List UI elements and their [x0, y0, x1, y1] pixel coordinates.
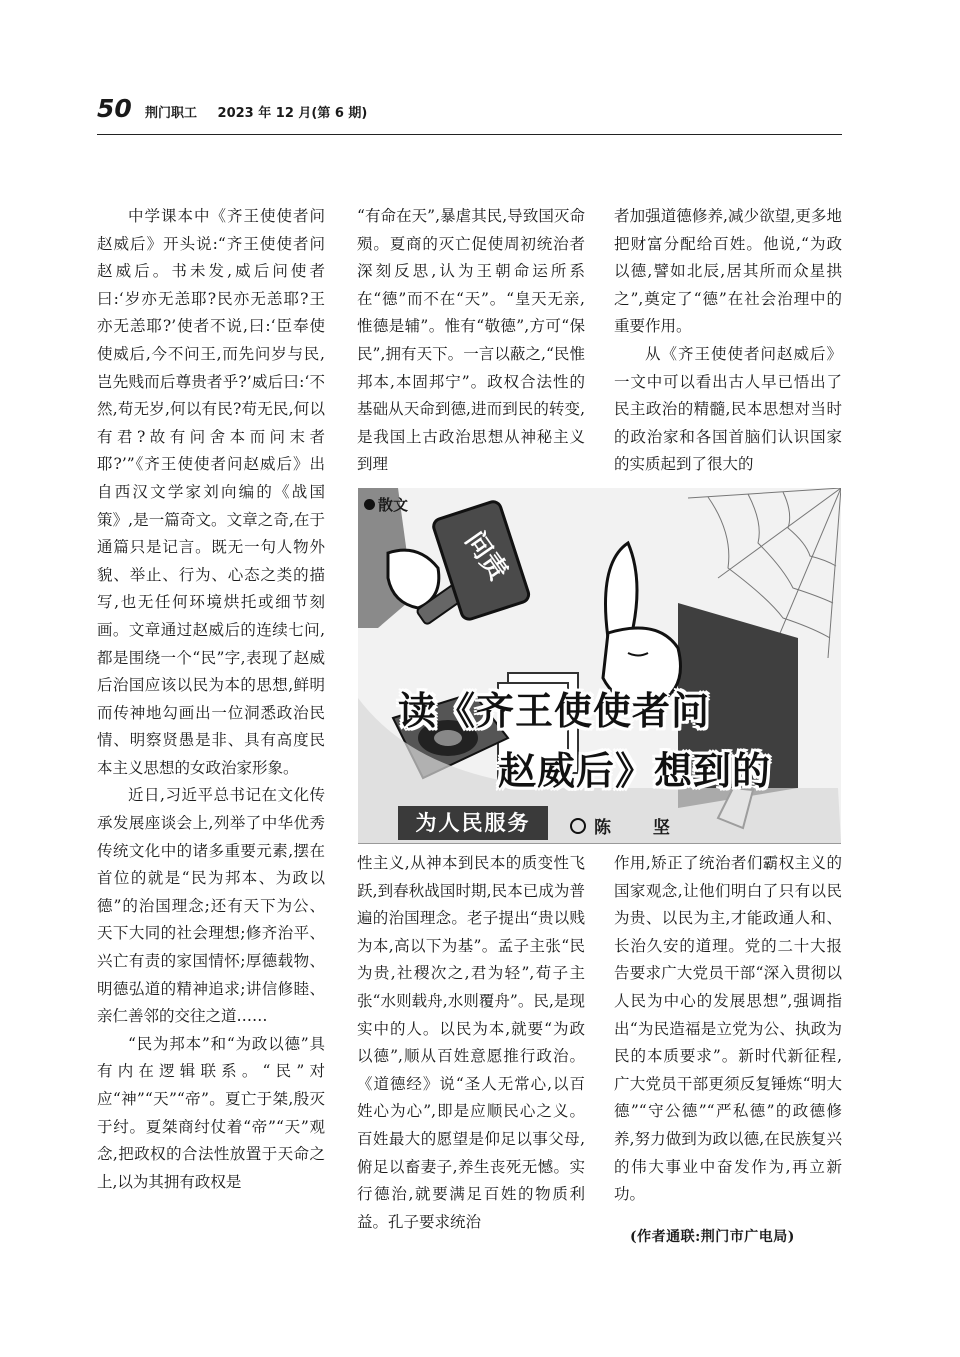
category-label: 散文: [378, 496, 409, 514]
paragraph: 中学课本中《齐王使使者问赵威后》开头说:“齐王使使者问赵威后。书未发,威后问使者曰:‘岁亦无恙耶?民亦无恙耶?王亦无恙耶?’使者不说,曰:‘臣奉使使威后,今不问王,而先问岁与民,岂先贱而后尊贵者乎?’威后曰:‘不然,苟无岁,何以有民?苟无民,何以有君?故有问舍本而问末者耶?’”《齐王使使者问赵威后》出自西汉文学家刘向编的《战国策》,是一篇奇文。文章之奇,在于通篇只是记言。既无一句人物外貌、举止、行为、心态之类的描写,也无任何环境烘托或细节刻画。文章通过赵威后的连续七问,都是围绕一个“民”字,表现了赵威后治国应该以民为本的思想,鲜明而传神地勾画出一位洞悉政治民情、明察贤愚是非、具有高度民本主义思想的女政治家形象。: [97, 207, 325, 777]
author-name: 陈 坚: [594, 818, 688, 838]
bullet-icon: [364, 499, 375, 510]
author-contact: (作者通联:荆门市广电局): [630, 1229, 795, 1245]
header-rule: [97, 134, 842, 135]
column-3-bottom: [614, 850, 842, 1209]
author-ring-icon: [570, 818, 586, 834]
paragraph: “民为邦本”和“为政以德”具有内在逻辑联系。“民”对应“神”“天”“帝”。夏亡于桀,殷灭于纣。夏桀商纣仗着“帝”“天”观念,把政权的合法性放置于天命之上,以为其拥有政权是: [97, 1034, 325, 1191]
column-2-bottom: [357, 850, 585, 1236]
paragraph: 者加强道德修养,减少欲望,更多地把财富分配给百姓。他说,“为政以德,譬如北辰,居其所而众星拱之”,奠定了“德”在社会治理中的重要作用。: [614, 207, 842, 336]
svg-text:问责: 问责: [458, 526, 514, 586]
author: [570, 813, 688, 838]
column-1: [97, 203, 325, 1196]
column-3-top: [614, 203, 842, 479]
article-title-line-2: 赵威后》想到的: [498, 749, 772, 793]
issue-date: 2023 年 12 月(第 6 期): [217, 106, 368, 121]
paragraph: 从《齐王使使者问赵威后》一文中可以看出古人早已悟出了民主政治的精髓,民本思想对当时的政治家和各国首脑们认识国家的实质起到了很大的: [614, 344, 842, 474]
page-header: [97, 94, 842, 134]
paragraph: 性主义,从神本到民本的质变性飞跃,到春秋战国时期,民本已成为普遍的治国理念。老子提出“贵以贱为本,高以下为基”。孟子主张“民为贵,社稷次之,君为轻”,荀子主张“水则载舟,水则覆舟”。民,是现实中的人。以民为本,就要“为政以德”,顺从百姓意愿推行政治。《道德经》说“圣人无常心,以百姓心为心”,即是应顺民心之义。百姓最大的愿望是仰足以事父母,俯足以畜妻子,养生丧死无憾。实行德治,就要满足百姓的物质利益。孔子要求统治: [357, 854, 585, 1231]
column-2-top: [357, 203, 585, 479]
slogan-banner: 为人民服务: [398, 806, 548, 840]
paragraph: “有命在天”,暴虐其民,导致国灭命殒。夏商的灭亡促使周初统治者深刻反思,认为王朝命运所系在“德”而不在“天”。“皇天无亲,惟德是辅”。惟有“敬德”,方可“保民”,拥有天下。一言以蔽之,“民惟邦本,本固邦宁”。政权合法性的基础从天命到德,进而到民的转变,是我国上古政治思想从神秘主义到理: [357, 207, 585, 474]
paragraph: 作用,矫正了统治者们霸权主义的国家观念,让他们明白了只有以民为贵、以民为主,才能政通人和、长治久安的道理。党的二十大报告要求广大党员干部“深入贯彻以人民为中心的发展思想”,强调指出“为民造福是立党为公、执政为民的本质要求”。新时代新征程,广大党员干部更须反复锤炼“明大德”“守公德”“严私德”的政德修养,努力做到为政以德,在民族复兴的伟大事业中奋发作为,再立新功。: [614, 854, 842, 1204]
publication-name: 荆门职工: [145, 106, 198, 121]
paragraph: 近日,习近平总书记在文化传承发展座谈会上,列举了中华优秀传统文化中的诸多重要元素,摆在首位的就是“民为邦本、为政以德”的治国理念;还有天下为公、天下大同的社会理想;修齐治平、兴亡有责的家国情怀;厚德载物、明德弘道的精神追求;讲信修睦、亲仁善邻的交往之道……: [97, 786, 325, 1026]
article-illustration: [358, 488, 841, 844]
article-title-line-1: 读《齐王使使者问: [398, 689, 711, 733]
running-header: [145, 102, 383, 121]
page-number: 50: [97, 94, 132, 123]
category-tag: [364, 494, 408, 515]
